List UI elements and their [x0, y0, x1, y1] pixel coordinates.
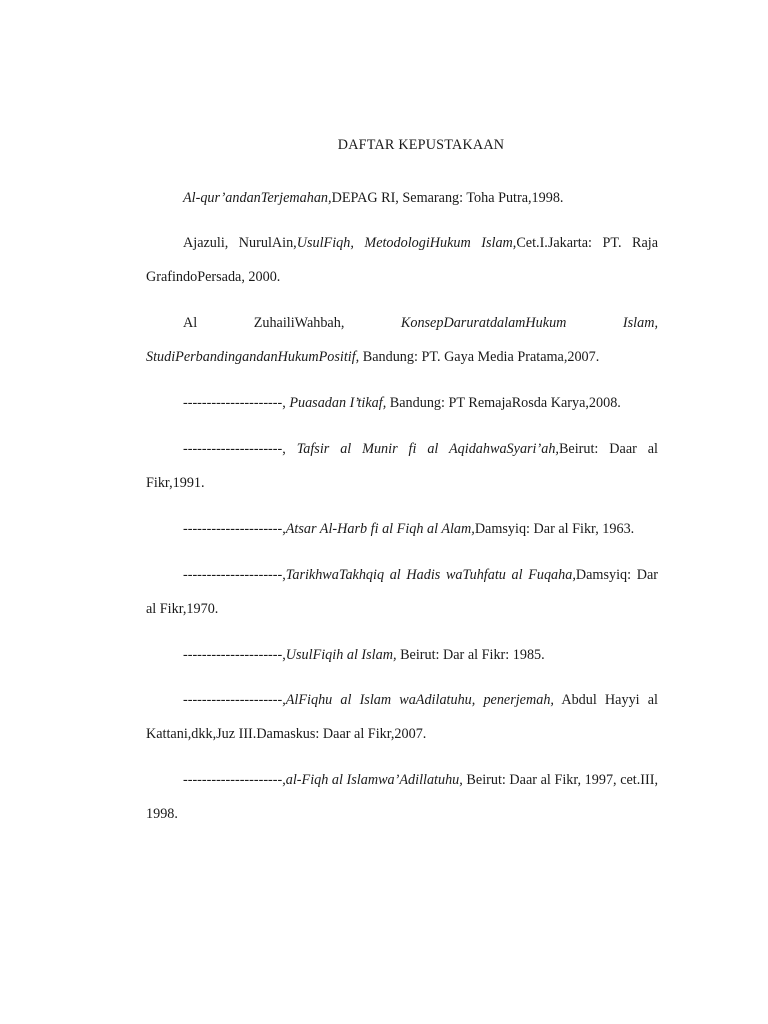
entry-text: ---------------------, — [183, 772, 286, 788]
bibliography-entry — [146, 638, 658, 672]
bibliography-entry — [146, 683, 658, 751]
entry-text: ---------------------, — [183, 441, 297, 457]
entry-text: Abdul Hayyi al Kattani,dkk,Juz III.Damaskus: Daar al Fikr,2007. — [146, 692, 658, 742]
entry-title-text: Atsar Al-Harb fi al Fiqh al Alam, — [285, 521, 475, 537]
entry-title-text: TarikhwaTakhqiq al Hadis waTuhfatu al Fuqaha, — [285, 567, 576, 583]
page-title: DAFTAR KEPUSTAKAAN — [337, 137, 505, 153]
entry-text: Damsyiq: Dar al Fikr,1970. — [146, 567, 658, 617]
bibliography-entry — [146, 512, 658, 546]
entry-title-text: AlFiqhu al Islam waAdilatuhu, penerjemah, — [285, 692, 554, 708]
entry-text: ---------------------, — [183, 521, 286, 537]
entry-text: ---------------------, — [183, 692, 286, 708]
bibliography-entry — [146, 386, 658, 420]
entry-title-text: KonsepDaruratdalamHukum Islam, StudiPerbandingandanHukumPositif, — [146, 315, 659, 365]
bibliography-entry — [146, 558, 658, 626]
entry-text: DEPAG RI, Semarang: Toha Putra,1998. — [331, 190, 564, 206]
entry-text: Beirut: Daar al Fikr, 1997, cet.III, 1998. — [146, 772, 658, 822]
entry-title-text: Tafsir al Munir fi al AqidahwaSyari’ah, — [296, 441, 559, 457]
entry-text: Beirut: Daar al Fikr,1991. — [146, 441, 658, 491]
entry-text: Al ZuhailiWahbah, — [183, 315, 401, 331]
bibliography-entry — [146, 226, 658, 294]
entry-text: Bandung: PT. Gaya Media Pratama,2007. — [359, 349, 600, 365]
bibliography-entry — [146, 763, 658, 831]
bibliography-entry — [146, 306, 658, 374]
entry-text: ---------------------, — [183, 647, 286, 663]
entry-title-text: al-Fiqh al Islamwa’Adillatuhu, — [285, 772, 463, 788]
entry-title-text: UsulFiqih al Islam, — [285, 647, 397, 663]
entry-title-text: UsulFiqh, MetodologiHukum Islam, — [296, 235, 517, 251]
bibliography-entry — [146, 432, 658, 500]
entry-text: Cet.I.Jakarta: PT. Raja GrafindoPersada, 2000. — [146, 235, 658, 285]
entry-text: Bandung: PT RemajaRosda Karya,2008. — [386, 395, 621, 411]
entry-title-text: Puasadan I’tikaf, — [289, 395, 387, 411]
entry-text: ---------------------, — [183, 395, 290, 411]
entry-title-text: Al-qur’andanTerjemahan, — [183, 190, 332, 206]
entry-text: ---------------------, — [183, 567, 286, 583]
bibliography-list — [146, 181, 658, 843]
entry-text: Ajazuli, NurulAin, — [183, 235, 297, 251]
bibliography-entry — [146, 181, 658, 215]
entry-text: Beirut: Dar al Fikr: 1985. — [396, 647, 545, 663]
entry-text: Damsyiq: Dar al Fikr, 1963. — [474, 521, 635, 537]
